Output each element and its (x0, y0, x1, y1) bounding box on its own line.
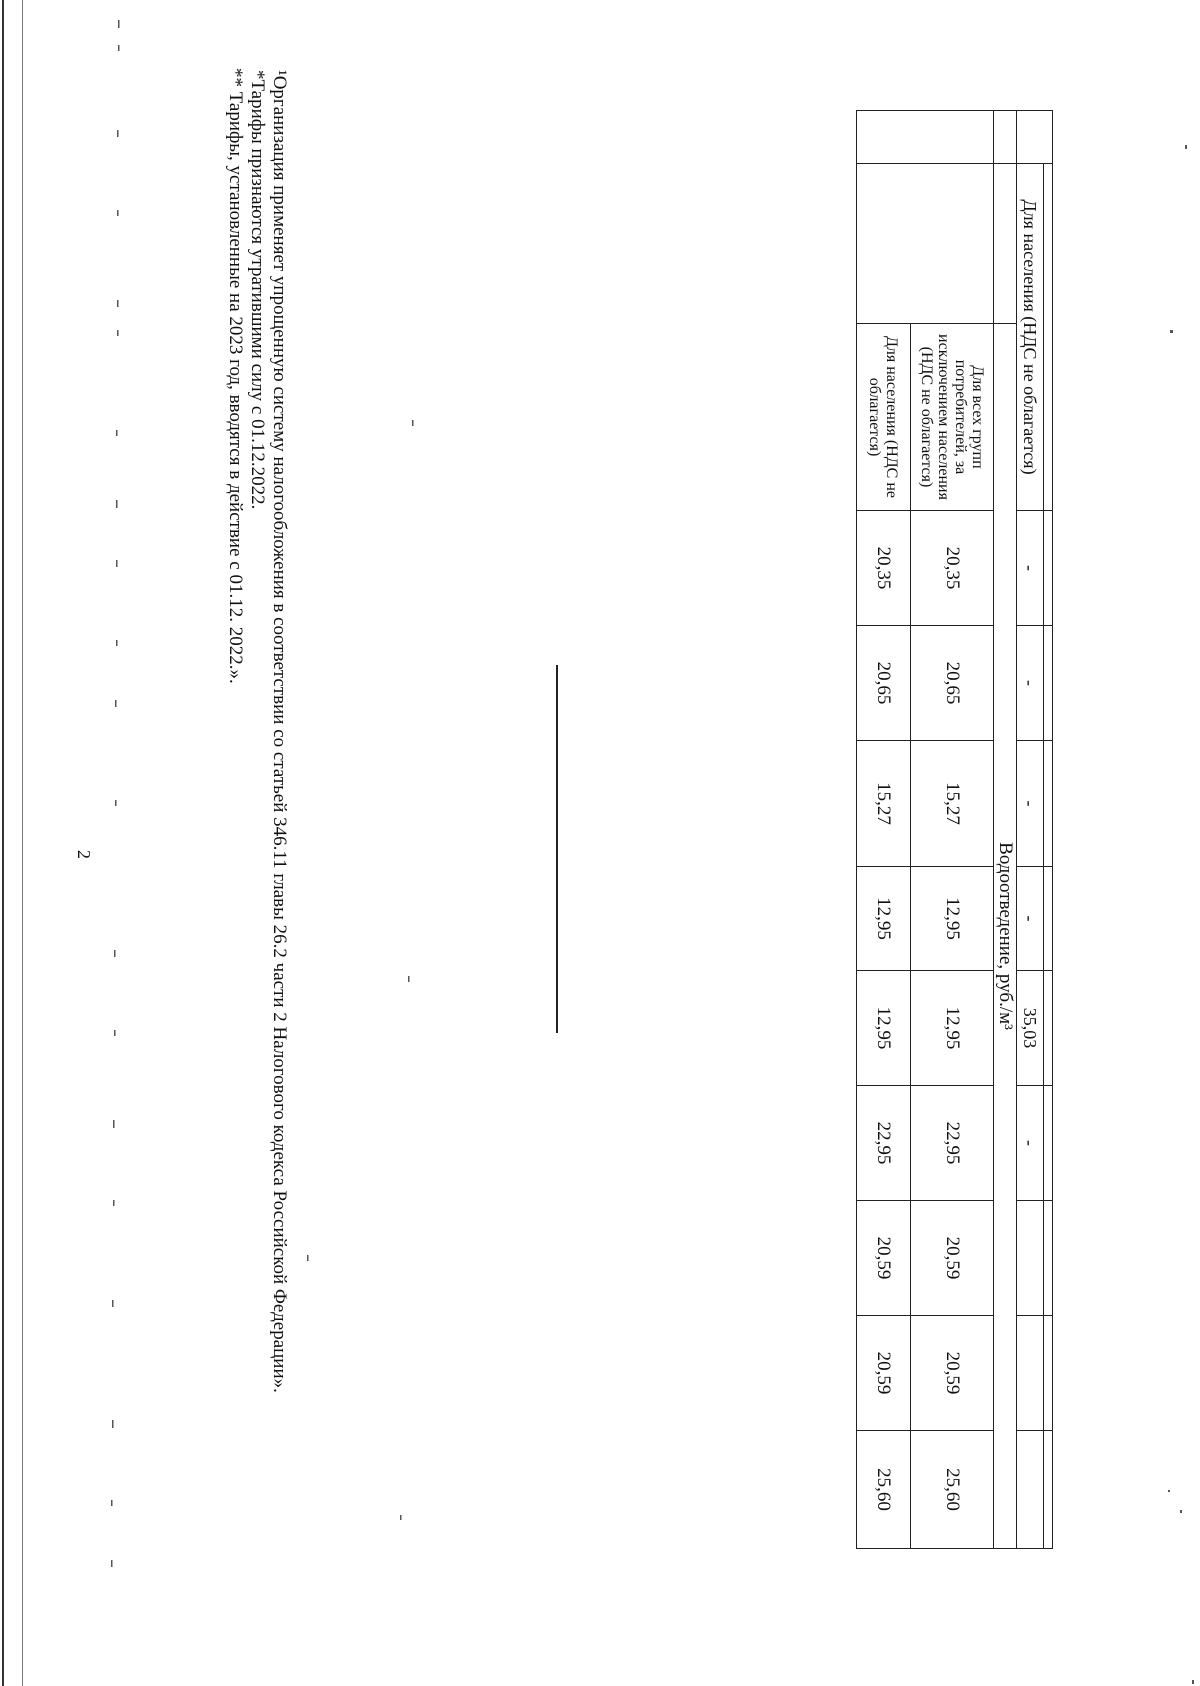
table-cell: 12,95 (911, 971, 994, 1086)
table-cell (1044, 511, 1053, 626)
table-cell (1044, 1201, 1053, 1316)
row-label: Для всех групп потребителей, за исключением населения (НДС не облагается) (911, 324, 994, 511)
table-cell (1017, 1201, 1044, 1316)
table-cell: 20,35 (911, 511, 994, 626)
row-label: Для населения (НДС не облагается) (857, 324, 911, 511)
footnotes (224, 40, 290, 1600)
table-cell: 25,60 (911, 1431, 994, 1549)
table-cell: 12,95 (911, 867, 994, 971)
table-cell: 20,35 (857, 511, 911, 626)
table-cell (1044, 971, 1053, 1086)
table-cell (1017, 111, 1053, 164)
table-cell: 20,59 (857, 1201, 911, 1316)
table-cell: - (1017, 511, 1044, 626)
footnote-1: ¹Организация применяет упрощенную систему налогообложения в соответствии со статьей 346.11 главы 26.2 части 2 Налогового кодекса Российской Федерации». (269, 70, 290, 1393)
row-label: Для населения (НДС не облагается) (1017, 164, 1044, 511)
table-cell: 12,95 (857, 971, 911, 1086)
table-cell (1017, 1431, 1044, 1549)
separator-line (557, 665, 559, 1033)
table-cell: 20,59 (911, 1201, 994, 1316)
table-cell (1044, 626, 1053, 741)
table-cell (1044, 1086, 1053, 1201)
table-cell (1044, 1316, 1053, 1431)
table-cell: 20,59 (911, 1316, 994, 1431)
footnote-2: *Тарифы признаются утратившими силу с 01.12.2022. (247, 70, 268, 510)
table-cell: 25,60 (857, 1431, 911, 1549)
table-cell: - (1017, 1086, 1044, 1201)
table-row (857, 111, 911, 1549)
table-cell: 12,95 (857, 867, 911, 971)
table-cell (1044, 164, 1053, 511)
table-cell: 35,03 (1017, 971, 1044, 1086)
table-cell (857, 111, 994, 164)
table-cell (1044, 741, 1053, 867)
table-cell: - (1017, 626, 1044, 741)
table-cell: 20,65 (911, 626, 994, 741)
table-row-section (994, 111, 1017, 1549)
tariff-table (856, 110, 1053, 1549)
table-cell (857, 164, 994, 324)
table-row-population-prev (1017, 111, 1044, 1549)
table-cell: 15,27 (911, 741, 994, 867)
table-cell: 22,95 (857, 1086, 911, 1201)
table-cell: - (1017, 867, 1044, 971)
table-cell: - (1017, 741, 1044, 867)
section-title: Водоотведение, руб./м³ (994, 324, 1017, 1549)
table-row-top-border (1044, 111, 1053, 1549)
footnote-3: ** Тарифы, установленные на 2023 год, вводятся в действие с 01.12. 2022.». (225, 68, 246, 684)
table-cell (994, 164, 1017, 324)
table-cell: 20,65 (857, 626, 911, 741)
table-cell (1044, 867, 1053, 971)
table-cell: 15,27 (857, 741, 911, 867)
page-number: 2 (74, 850, 94, 859)
table-cell (1017, 1316, 1044, 1431)
table-cell: 20,59 (857, 1316, 911, 1431)
table-cell: 22,95 (911, 1086, 994, 1201)
table-cell (1044, 1431, 1053, 1549)
table-cell (994, 111, 1017, 164)
table-row (911, 111, 994, 1549)
